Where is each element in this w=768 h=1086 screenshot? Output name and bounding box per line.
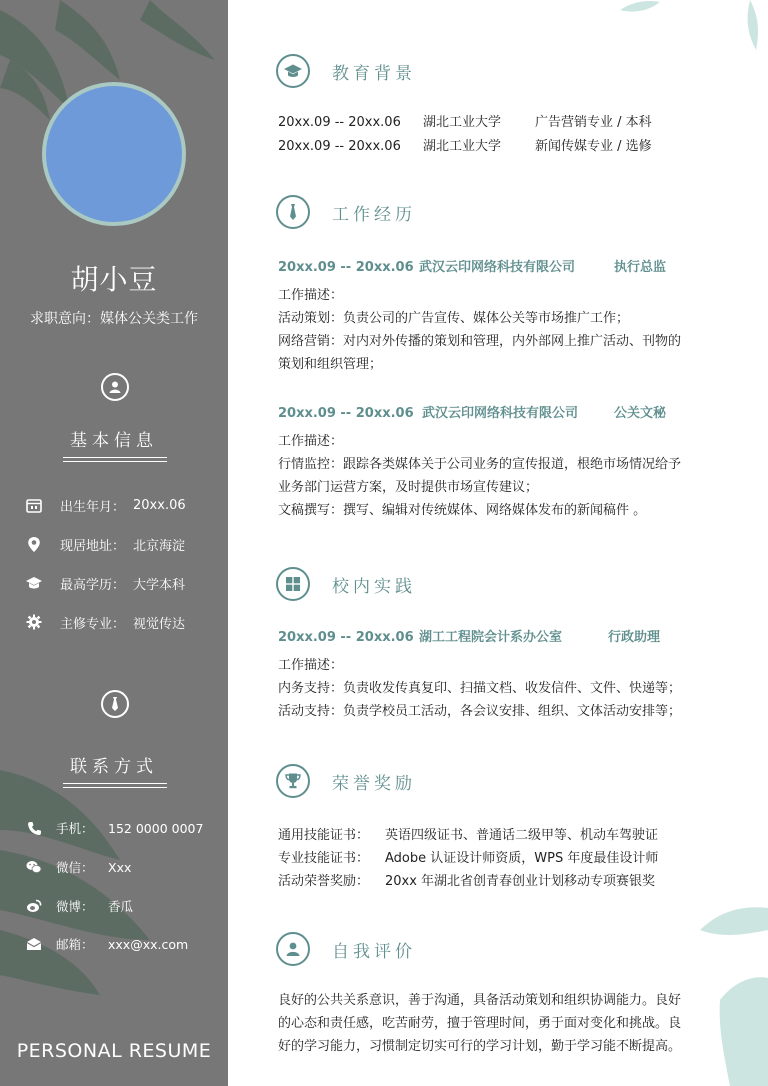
- person-icon: [101, 373, 129, 401]
- honors-title: 荣誉奖励: [332, 773, 416, 794]
- job-description: 工作描述： 行情监控：跟踪各类媒体关于公司业务的宣传报道，根绝市场情况给予 业务部门运营方案，及时提供市场宣传建议； 文稿撰写：撰写、编辑对传统媒体、网络媒体发布的新闻稿件 。: [278, 434, 682, 518]
- wechat-icon: [24, 858, 44, 876]
- info-row-birth: 出生年月： 20xx.06: [24, 495, 186, 515]
- mail-icon: [24, 935, 44, 953]
- location-pin-icon: [24, 535, 44, 553]
- info-row-education: 最高学历： 大学本科: [24, 573, 185, 593]
- work-header: [276, 195, 416, 229]
- job-description: 工作描述： 活动策划：负责公司的广告宣传、媒体公关等市场推广工作； 网络营销：对内对外传播的策划和管理，内外部网上推广活动、刊物的 策划和组织管理；: [278, 288, 682, 372]
- gear-icon: [24, 613, 44, 631]
- self-eval-title: 自我评价: [332, 941, 416, 962]
- avatar: [42, 82, 186, 226]
- resume-footer-title: PERSONAL RESUME: [16, 1040, 212, 1062]
- windows-icon: [276, 567, 310, 601]
- person-icon: [276, 932, 310, 966]
- education-title: 教育背景: [332, 63, 416, 84]
- graduation-cap-icon: [24, 574, 44, 592]
- sidebar: [0, 0, 228, 1086]
- education-row: 20xx.09 -- 20xx.06 湖北工业大学 新闻传媒专业 / 选修: [278, 139, 652, 154]
- honor-row: 活动荣誉奖励： 20xx 年湖北省创青春创业计划移动专项赛银奖: [278, 874, 656, 889]
- contact-row-phone: 手机： 152 0000 0007: [24, 818, 203, 838]
- graduation-cap-icon: [276, 54, 310, 88]
- basic-info-title: 基本信息: [70, 431, 158, 451]
- info-row-major: 主修专业： 视觉传达: [24, 612, 185, 632]
- contact-title: 联系方式: [70, 757, 158, 777]
- tie-icon: [101, 690, 129, 718]
- education-row: 20xx.09 -- 20xx.06 湖北工业大学 广告营销专业 / 本科: [278, 115, 652, 130]
- campus-header: [276, 567, 416, 601]
- honor-row: 通用技能证书： 英语四级证书、普通话二级甲等、机动车驾驶证: [278, 828, 659, 843]
- honor-row: 专业技能证书： Adobe 认证设计师资质，WPS 年度最佳设计师: [278, 851, 659, 866]
- job-heading: 20xx.09 -- 20xx.06 武汉云印网络科技有限公司 公关文秘: [278, 406, 667, 421]
- self-eval-header: [276, 932, 416, 966]
- tie-icon: [276, 195, 310, 229]
- contact-row-weibo: 微博： 香瓜: [24, 896, 133, 916]
- job-intent: 求职意向：媒体公关类工作: [30, 311, 198, 327]
- self-eval-text: 良好的公共关系意识，善于沟通，具备活动策划和组织协调能力。良好 的心态和责任感，吃苦耐劳，擅于管理时间，勇于面对变化和挑战。良 好的学习能力，习惯制定切实可行的学习计划，勤于学习能不断提高。: [278, 993, 682, 1054]
- honors-header: [276, 764, 416, 798]
- phone-icon: [24, 819, 44, 837]
- contact-row-wechat: 微信： Xxx: [24, 857, 131, 877]
- campus-description: 工作描述： 内务支持：负责收发传真复印、扫描文档、收发信件、文件、快递等； 活动支持：负责学校员工活动，各会议安排、组织、文体活动安排等；: [278, 658, 682, 719]
- campus-title: 校内实践: [332, 576, 416, 597]
- campus-heading: 20xx.09 -- 20xx.06 湖工工程院会计系办公室 行政助理: [278, 630, 661, 645]
- weibo-icon: [24, 897, 44, 915]
- job-heading: 20xx.09 -- 20xx.06 武汉云印网络科技有限公司 执行总监: [278, 260, 667, 275]
- contact-row-mail: 邮箱： xxx@xx.com: [24, 934, 188, 954]
- person-name: 胡小豆: [70, 263, 158, 296]
- calendar-icon: [24, 496, 44, 514]
- trophy-icon: [276, 764, 310, 798]
- education-header: [276, 54, 416, 88]
- info-row-address: 现居地址： 北京海淀: [24, 534, 185, 554]
- basic-info-divider: [63, 457, 167, 462]
- contact-divider: [63, 783, 167, 788]
- leaf-decoration-top-right: [610, 0, 768, 60]
- work-title: 工作经历: [332, 204, 416, 225]
